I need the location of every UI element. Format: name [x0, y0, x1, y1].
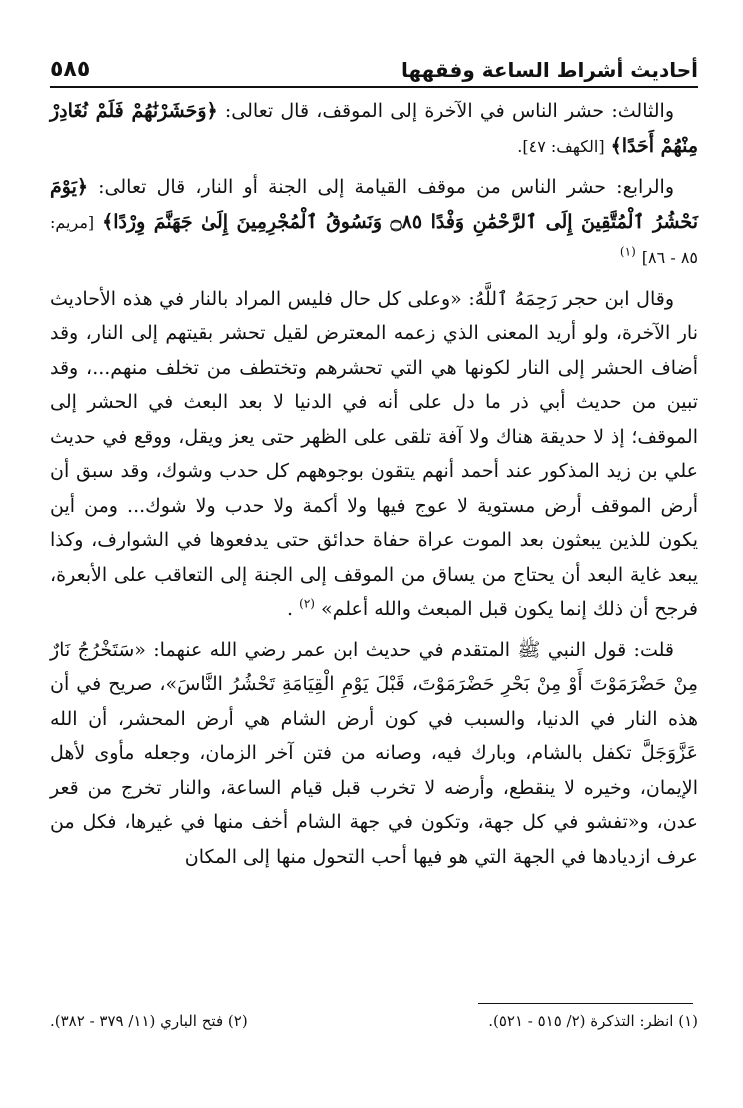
paragraph-ibn-hajar-quote — [50, 282, 698, 627]
footnote-2: (٢) فتح الباري (١١/ ٣٧٩ - ٣٨٢). — [50, 1012, 248, 1030]
quran-verse: ﴿وَحَشَرْنَٰهُمْ فَلَمْ نُغَادِرْ مِنْهُمْ أَحَدًا﴾ — [50, 100, 698, 157]
paragraph-tail: . — [287, 598, 294, 620]
paragraph-text: وقال ابن حجر رَحِمَهُ ٱللَّهُ: «وعلى كل حال فليس المراد بالنار في هذه الأحاديث نار الآخرة، ولو أريد المعنى الذي زعمه المعترض لقيل تحشر بقيتهم إلى النار، وقد أضاف الحشر إلى النار لكونها هي التي تحشرهم وتختطف من تخلف منهم...، وقد تبين من حديث أبي ذر ما دل على أنه في الدنيا لا بعد البعث في الحشر إلى الموقف؛ إذ لا حديقة هناك ولا آفة تلقى على الظهر حتى يعز ويقل، ووقع في حديث علي بن زيد المذكور عند أحمد أنهم يتقون بوجوههم كل حدب وشوك، وقد سبق أن أرض الموقف أرض مستوية لا عوج فيها ولا أكمة ولا حدب ولا شوك... ومن أين يكون للذين يبعثون بعد الموت عراة حفاة حدائق حتى يدفعوها في الشوارف، وكذا يبعد غاية البعد أن يحتاج من يساق من الموقف إلى الجنة إلى التعاقب على الأبعرة، فرجح أن ذلك إنما يكون قبل المبعث والله أعلم» — [50, 287, 698, 620]
header-title: أحاديث أشراط الساعة وفقهها — [400, 58, 698, 82]
paragraph-intro: والرابع: حشر الناس من موقف القيامة إلى الجنة أو النار، قال تعالى: — [88, 176, 674, 198]
footnotes — [50, 1012, 698, 1030]
paragraph-third — [50, 94, 698, 164]
page — [50, 36, 698, 880]
footnote-marker[interactable]: (٢) — [299, 596, 315, 611]
footnote-1: (١) انظر: التذكرة (٢/ ٥١٥ - ٥٢١). — [488, 1012, 698, 1030]
quran-verse: ﴿يَوْمَ نَحْشُرُ ٱلْمُتَّقِينَ إِلَى ٱلرَّحْمَٰنِ وَفْدًا ۝٨٥ وَنَسُوقُ ٱلْمُجْرِمِينَ إِلَىٰ جَهَنَّمَ وِرْدًا﴾ — [50, 176, 698, 233]
footnote-divider — [478, 1003, 693, 1004]
paragraph-text: قلت: قول النبي ﷺ المتقدم في حديث ابن عمر رضي الله عنهما: «سَتَخْرُجُ نَارٌ مِنْ حَضْرَمَوْتَ أَوْ مِنْ بَحْرِ حَضْرَمَوْتَ، قَبْلَ يَوْمِ الْقِيَامَةِ تَحْشُرُ النَّاسَ»، صريح في أن هذه النار في الدنيا، والسبب في كون أرض الشام هي أرض المحشر، أن الله عَزَّوَجَلَّ تكفل بالشام، وبارك فيه، وصانه من فتن آخر الزمان، وجعله مأوى لأهل الإيمان، وخيره لا ينقطع، وأرضه لا تخرب قبل قيام الساعة، والنار تخرج من قعر عدن، و«تفشو في كل جهة، وتكون في جهة الشام أخف منها في غيرها، فكل من عرف ازديادها في الجهة التي هو فيها أحب التحول منها إلى المكان — [50, 638, 698, 868]
verse-reference: [مريم: ٨٥ - ٨٦] — [50, 212, 698, 267]
footnote-marker[interactable]: (١) — [619, 244, 636, 259]
paragraph-commentary — [50, 633, 698, 875]
page-number: ٥٨٥ — [50, 57, 91, 82]
running-header — [50, 36, 698, 88]
paragraph-intro: والثالث: حشر الناس في الآخرة إلى الموقف، قال تعالى: — [217, 100, 674, 122]
verse-reference: [الكهف: ٤٧]. — [517, 136, 605, 156]
paragraph-fourth — [50, 170, 698, 276]
body-text — [50, 94, 698, 874]
